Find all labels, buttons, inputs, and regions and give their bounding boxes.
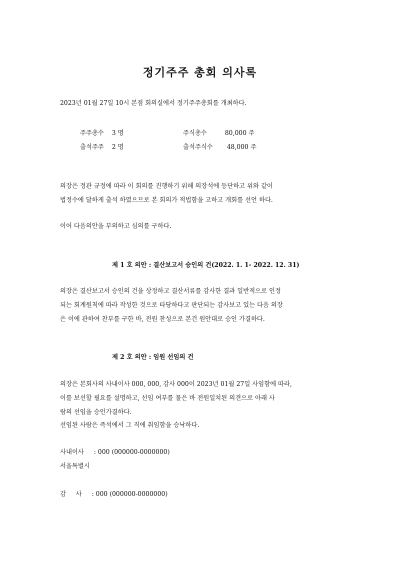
stat-label: 주식총수 — [183, 130, 207, 137]
agenda1-heading: 제 1 호 의안 : 결산보고서 승인의 건(2022. 1. 1- 2022. 12. 31) — [112, 262, 300, 269]
stat-label: 출석주주 — [80, 144, 104, 151]
stat-value: 80,000 주 — [224, 130, 255, 137]
stat-label: 주주총수 — [80, 130, 104, 137]
stat-value: 48,000 주 — [226, 144, 257, 151]
agenda2-line-2: 이를 보선할 필요를 설명하고, 선임 여부를 물은 바 전원일치된 의견으로 아래 사 — [60, 395, 275, 402]
stat-value: 2 명 — [111, 144, 124, 151]
agenda1-line-1: 의장은 결산보고서 승인의 건을 상정하고 결산서류를 감사한 결과 일반적으로 인정 — [60, 288, 281, 295]
appointee-1-note: 서울특별시 — [60, 463, 90, 470]
agenda1-line-2: 되는 회계원칙에 따라 작성한 것으로 타당하다고 판단되는 감사보고 있는 다음 의장 — [60, 302, 283, 309]
agenda2-line-3: 람의 선임을 승인가결하다. — [60, 409, 132, 416]
stat-row-2b — [183, 142, 256, 151]
agenda2-line-4: 선임된 사람은 즉석에서 그 직에 취임함을 승낙하다. — [60, 422, 200, 429]
appointee-role: 사내이사 — [60, 449, 84, 456]
page-title: 정기주주 총회 의사록 — [142, 66, 258, 79]
opening-line-1: 의장은 정관 규정에 따라 이 회의를 진행하기 위해 의장석에 등단하고 위와 같이 — [60, 183, 273, 190]
appointee-value: : 000 (000000-0000000) — [93, 449, 170, 456]
stat-row-2 — [80, 142, 124, 151]
opening-line-2: 법정수에 달하게 출석 하였으므로 본 회의가 적법함을 고하고 개회를 선언 하다. — [60, 197, 273, 204]
appointee-value: : 000 (000000-0000000) — [91, 491, 168, 498]
intro-paragraph: 2023년 01월 27일 10시 본점 회의실에서 정기주주총회를 개최하다. — [60, 100, 247, 107]
agenda1-line-3: 은 이에 관하여 찬부를 구한 바, 전원 찬성으로 본건 원안대로 승인 가결하다. — [60, 316, 265, 323]
stat-row-1 — [80, 128, 124, 137]
stat-label: 출석주식수 — [183, 144, 213, 151]
agenda2-line-1: 의장은 본회사의 사내이사 000, 000, 감사 000이 2023년 01월 27일 사임함에 따라, — [60, 381, 292, 388]
agenda2-heading: 제 2 호 의안 : 임원 선임의 건 — [112, 354, 194, 361]
stat-value: 3 명 — [111, 130, 124, 137]
agenda-intro: 이어 다음의안을 부의하고 심의를 구하다. — [60, 223, 172, 230]
stat-row-1b — [183, 128, 254, 137]
appointee-2 — [60, 489, 168, 498]
appointee-1 — [60, 447, 170, 456]
appointee-role: 감 사 — [60, 491, 82, 498]
